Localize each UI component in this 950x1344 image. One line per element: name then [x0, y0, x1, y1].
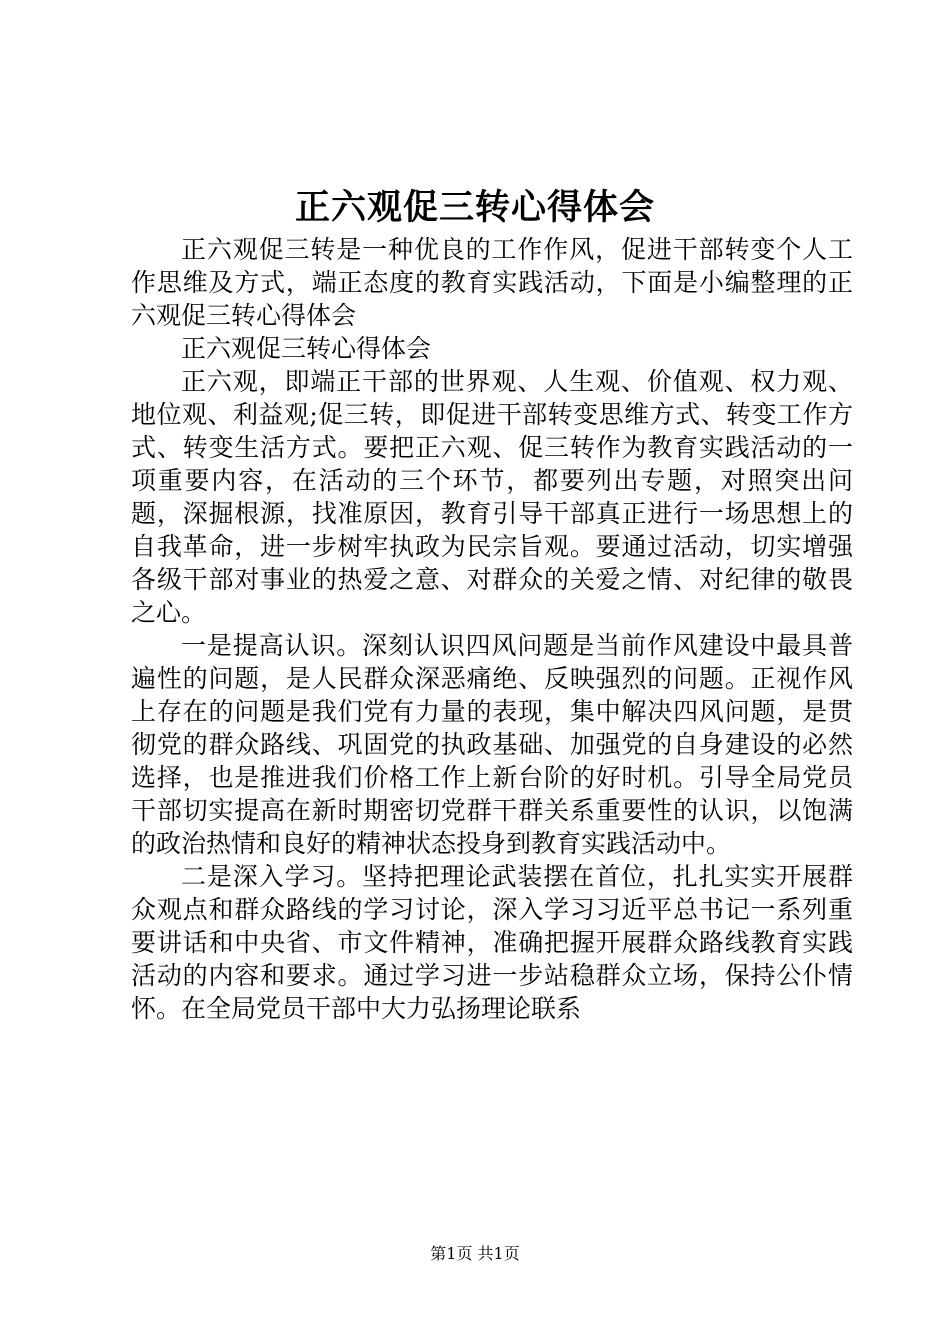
paragraph-subtitle: 正六观促三转心得体会 [181, 334, 432, 363]
paragraph-six-views: 正六观，即端正干部的世界观、人生观、价值观、权力观、地位观、利益观;促三转，即促进干部转变思维方式、转变工作方式、转变生活方式。要把正六观、促三转作为教育实践活动的一项重要内容，在活动的三个环节，都要列出专题，对照突出问题，深掘根源，找准原因，教育引导干部真正进行一场思想上的自我革命，进一步树牢执政为民宗旨观。要通过活动，切实增强各级干部对事业的热爱之意、对群众的关爱之情、对纪律的敬畏之心。 [131, 367, 853, 627]
document-body [131, 233, 853, 1025]
page-footer: 第1页 共1页 [430, 1244, 520, 1263]
page-title: 正六观促三转心得体会 [294, 187, 655, 228]
paragraph-deep-study: 二是深入学习。坚持把理论武装摆在首位，扎扎实实开展群众观点和群众路线的学习讨论，深入学习习近平总书记一系列重要讲话和中央省、市文件精神，准确把握开展群众路线教育实践活动的内容和要求。通过学习进一步站稳群众立场，保持公仆情怀。在全局党员干部中大力弘扬理论联系 [131, 862, 853, 1023]
paragraph-raise-awareness: 一是提高认识。深刻认识四风问题是当前作风建设中最具普遍性的问题，是人民群众深恶痛绝、反映强烈的问题。正视作风上存在的问题是我们党有力量的表现，集中解决四风问题，是贯彻党的群众路线、巩固党的执政基础、加强党的自身建设的必然选择，也是推进我们价格工作上新台阶的好时机。引导全局党员干部切实提高在新时期密切党群干群关系重要性的认识，以饱满的政治热情和良好的精神状态投身到教育实践活动中。 [131, 631, 853, 858]
paragraph-intro: 正六观促三转是一种优良的工作作风，促进干部转变个人工作思维及方式，端正态度的教育实践活动，下面是小编整理的正六观促三转心得体会 [131, 235, 853, 330]
